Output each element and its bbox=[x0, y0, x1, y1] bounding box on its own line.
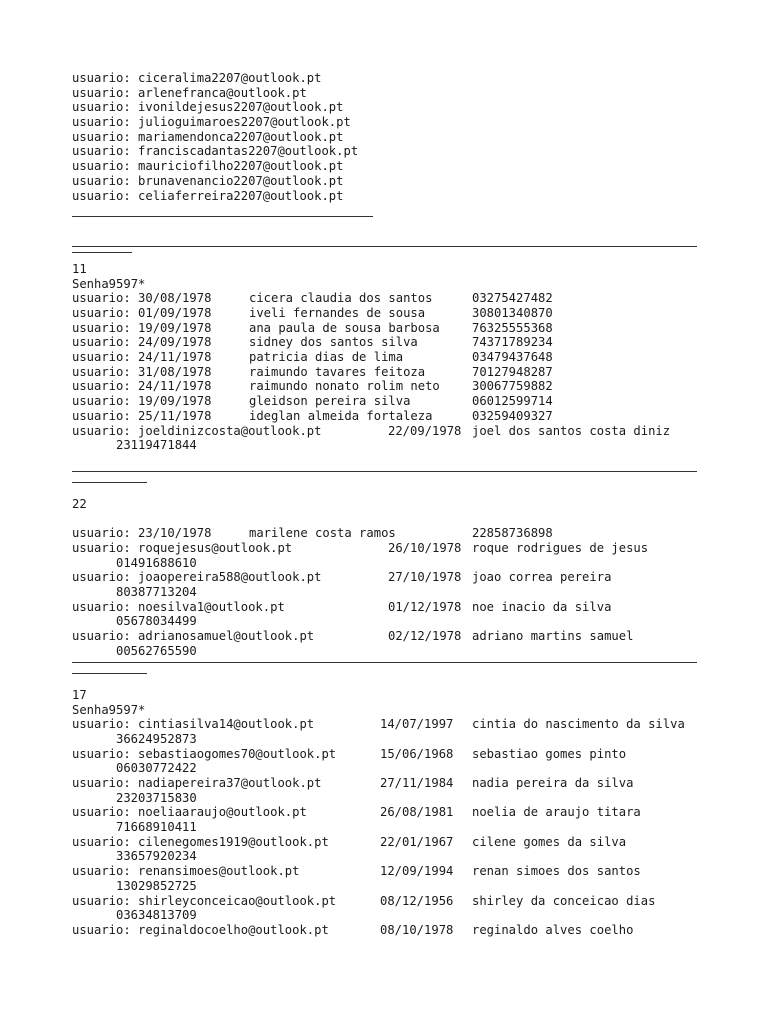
user-line: usuario: brunavenancio2207@outlook.pt bbox=[72, 173, 344, 188]
record-name: noelia de araujo titara bbox=[472, 805, 641, 820]
record-user: usuario: 24/11/1978 bbox=[72, 350, 212, 365]
record-date: 12/09/1994 bbox=[380, 864, 454, 879]
record-user: usuario: adrianosamuel@outlook.pt bbox=[72, 629, 315, 644]
user-line: usuario: mariamendonca2207@outlook.pt bbox=[72, 129, 344, 144]
record-user: usuario: 01/09/1978 bbox=[72, 306, 212, 320]
record-date: 01/12/1978 bbox=[388, 599, 462, 614]
record-name: marilene costa ramos bbox=[249, 526, 396, 541]
record-date: 08/10/1978 bbox=[380, 922, 454, 937]
document-page bbox=[72, 71, 700, 938]
record-user: usuario: 24/11/1978 bbox=[72, 379, 212, 394]
record-id-wrap bbox=[72, 761, 700, 776]
section-number: 11 bbox=[72, 261, 87, 276]
record-name: ideglan almeida fortaleza bbox=[249, 408, 433, 423]
record-row bbox=[72, 409, 700, 424]
record-user: usuario: 19/09/1978 bbox=[72, 320, 212, 335]
user-line: usuario: franciscadantas2207@outlook.pt bbox=[72, 144, 359, 159]
separator-short bbox=[72, 203, 700, 218]
record-row bbox=[72, 394, 700, 409]
record-date: 02/12/1978 bbox=[388, 629, 462, 644]
record-id-wrap bbox=[72, 732, 700, 747]
record-id: 05678034499 bbox=[116, 614, 197, 629]
user-line: usuario: celiaferreira2207@outlook.pt bbox=[72, 188, 344, 203]
record-name: shirley da conceicao dias bbox=[472, 893, 656, 908]
record-name: sebastiao gomes pinto bbox=[472, 746, 627, 761]
record-date: 08/12/1956 bbox=[380, 893, 454, 908]
record-row bbox=[72, 629, 700, 644]
record-row bbox=[72, 541, 700, 556]
record-name: cicera claudia dos santos bbox=[249, 291, 433, 306]
record-date: 22/01/1967 bbox=[380, 834, 454, 849]
record-name: ana paula de sousa barbosa bbox=[249, 320, 440, 335]
record-name: adriano martins samuel bbox=[472, 629, 634, 644]
record-date: 22/09/1978 bbox=[388, 423, 462, 438]
record-row bbox=[72, 894, 700, 909]
section-number: 17 bbox=[72, 687, 87, 702]
user-line: usuario: mauriciofilho2207@outlook.pt bbox=[72, 159, 344, 174]
record-name: sidney dos santos silva bbox=[249, 335, 418, 350]
record-row bbox=[72, 923, 700, 938]
record-name: patricia dias de lima bbox=[249, 350, 404, 365]
record-row bbox=[72, 570, 700, 585]
record-name: cilene gomes da silva bbox=[472, 834, 627, 849]
record-id-wrap bbox=[72, 791, 700, 806]
record-row bbox=[72, 717, 700, 732]
record-id-wrap bbox=[72, 820, 700, 835]
record-id: 30801340870 bbox=[472, 306, 553, 320]
record-id: 03259409327 bbox=[472, 408, 553, 423]
record-id-wrap bbox=[72, 614, 700, 629]
record-user: usuario: sebastiaogomes70@outlook.pt bbox=[72, 746, 337, 761]
record-user: usuario: 31/08/1978 bbox=[72, 364, 212, 379]
separator-long bbox=[72, 233, 700, 248]
record-user: usuario: 23/10/1978 bbox=[72, 526, 212, 541]
record-user: usuario: joaopereira588@outlook.pt bbox=[72, 570, 322, 585]
record-id-wrap bbox=[72, 879, 700, 894]
record-user: usuario: nadiapereira37@outlook.pt bbox=[72, 776, 322, 790]
record-id-wrap bbox=[72, 556, 700, 571]
record-name: reginaldo alves coelho bbox=[472, 922, 634, 937]
record-user: usuario: cilenegomes1919@outlook.pt bbox=[72, 834, 329, 849]
record-row bbox=[72, 805, 700, 820]
record-user: usuario: 30/08/1978 bbox=[72, 291, 212, 306]
record-id: 06012599714 bbox=[472, 394, 553, 409]
record-id: 22858736898 bbox=[472, 526, 553, 541]
record-name: raimundo tavares feitoza bbox=[249, 364, 426, 379]
user-line: usuario: ivonildejesus2207@outlook.pt bbox=[72, 100, 344, 115]
record-row bbox=[72, 600, 700, 615]
record-user: usuario: 24/09/1978 bbox=[72, 335, 212, 350]
record-row bbox=[72, 835, 700, 850]
record-user: usuario: 25/11/1978 bbox=[72, 408, 212, 423]
record-name: cintia do nascimento da silva bbox=[472, 717, 685, 732]
record-name: roque rodrigues de jesus bbox=[472, 541, 649, 555]
record-name: joel dos santos costa diniz bbox=[472, 423, 671, 438]
record-date: 14/07/1997 bbox=[380, 717, 454, 732]
separator-long bbox=[72, 659, 700, 674]
record-id: 03634813709 bbox=[116, 908, 197, 923]
record-id: 06030772422 bbox=[116, 761, 197, 776]
separator-long bbox=[72, 468, 700, 483]
record-date: 26/10/1978 bbox=[388, 541, 462, 555]
record-name: raimundo nonato rolim neto bbox=[249, 379, 440, 394]
record-id: 23203715830 bbox=[116, 790, 197, 805]
record-id: 00562765590 bbox=[116, 643, 197, 658]
record-user: usuario: roquejesus@outlook.pt bbox=[72, 541, 293, 555]
user-line: usuario: arlenefranca@outlook.pt bbox=[72, 85, 307, 100]
record-id-wrap bbox=[72, 849, 700, 864]
record-name: joao correa pereira bbox=[472, 570, 612, 585]
record-date: 27/11/1984 bbox=[380, 776, 454, 790]
section-number: 22 bbox=[72, 496, 87, 511]
record-date: 27/10/1978 bbox=[388, 570, 462, 585]
record-user: usuario: reginaldocoelho@outlook.pt bbox=[72, 922, 329, 937]
record-date: 26/08/1981 bbox=[380, 805, 454, 820]
record-row bbox=[72, 335, 700, 350]
record-row bbox=[72, 365, 700, 380]
record-id: 33657920234 bbox=[116, 849, 197, 864]
user-line: usuario: ciceralima2207@outlook.pt bbox=[72, 71, 322, 85]
record-date: 15/06/1968 bbox=[380, 746, 454, 761]
record-user: usuario: noesilva1@outlook.pt bbox=[72, 599, 285, 614]
separator-tail bbox=[72, 247, 700, 262]
record-row bbox=[72, 526, 700, 541]
record-id-wrap bbox=[72, 644, 700, 659]
record-id: 74371789234 bbox=[472, 335, 553, 350]
user-line: usuario: julioguimaroes2207@outlook.pt bbox=[72, 115, 351, 130]
record-name: noe inacio da silva bbox=[472, 599, 612, 614]
record-name: iveli fernandes de sousa bbox=[249, 306, 426, 320]
record-id: 13029852725 bbox=[116, 878, 197, 893]
record-user: usuario: joeldinizcosta@outlook.pt bbox=[72, 423, 322, 438]
record-id: 76325555368 bbox=[472, 320, 553, 335]
record-name: gleidson pereira silva bbox=[249, 394, 411, 409]
record-id-wrap bbox=[72, 585, 700, 600]
record-user: usuario: cintiasilva14@outlook.pt bbox=[72, 717, 315, 732]
record-row bbox=[72, 424, 700, 439]
record-user: usuario: 19/09/1978 bbox=[72, 394, 212, 409]
record-id: 03479437648 bbox=[472, 350, 553, 365]
password-line: Senha9597* bbox=[72, 702, 146, 717]
record-id: 70127948287 bbox=[472, 364, 553, 379]
record-row bbox=[72, 306, 700, 321]
record-user: usuario: noeliaaraujo@outlook.pt bbox=[72, 805, 307, 820]
record-row bbox=[72, 350, 700, 365]
record-id-wrap bbox=[72, 438, 700, 453]
record-id: 03275427482 bbox=[472, 291, 553, 306]
record-id: 71668910411 bbox=[116, 820, 197, 835]
record-id: 01491688610 bbox=[116, 555, 197, 570]
record-id-wrap bbox=[72, 908, 700, 923]
record-row bbox=[72, 379, 700, 394]
record-row bbox=[72, 747, 700, 762]
separator-tail bbox=[72, 673, 700, 688]
record-id: 30067759882 bbox=[472, 379, 553, 394]
record-id: 23119471844 bbox=[116, 438, 197, 453]
record-name: nadia pereira da silva bbox=[472, 776, 634, 790]
record-row bbox=[72, 864, 700, 879]
record-id: 80387713204 bbox=[116, 585, 197, 600]
separator-tail bbox=[72, 482, 700, 497]
password-line: Senha9597* bbox=[72, 276, 146, 291]
record-user: usuario: renansimoes@outlook.pt bbox=[72, 864, 300, 879]
record-row bbox=[72, 321, 700, 336]
record-row bbox=[72, 291, 700, 306]
record-name: renan simoes dos santos bbox=[472, 864, 641, 879]
record-row bbox=[72, 776, 700, 791]
record-id: 36624952873 bbox=[116, 731, 197, 746]
record-user: usuario: shirleyconceicao@outlook.pt bbox=[72, 893, 337, 908]
